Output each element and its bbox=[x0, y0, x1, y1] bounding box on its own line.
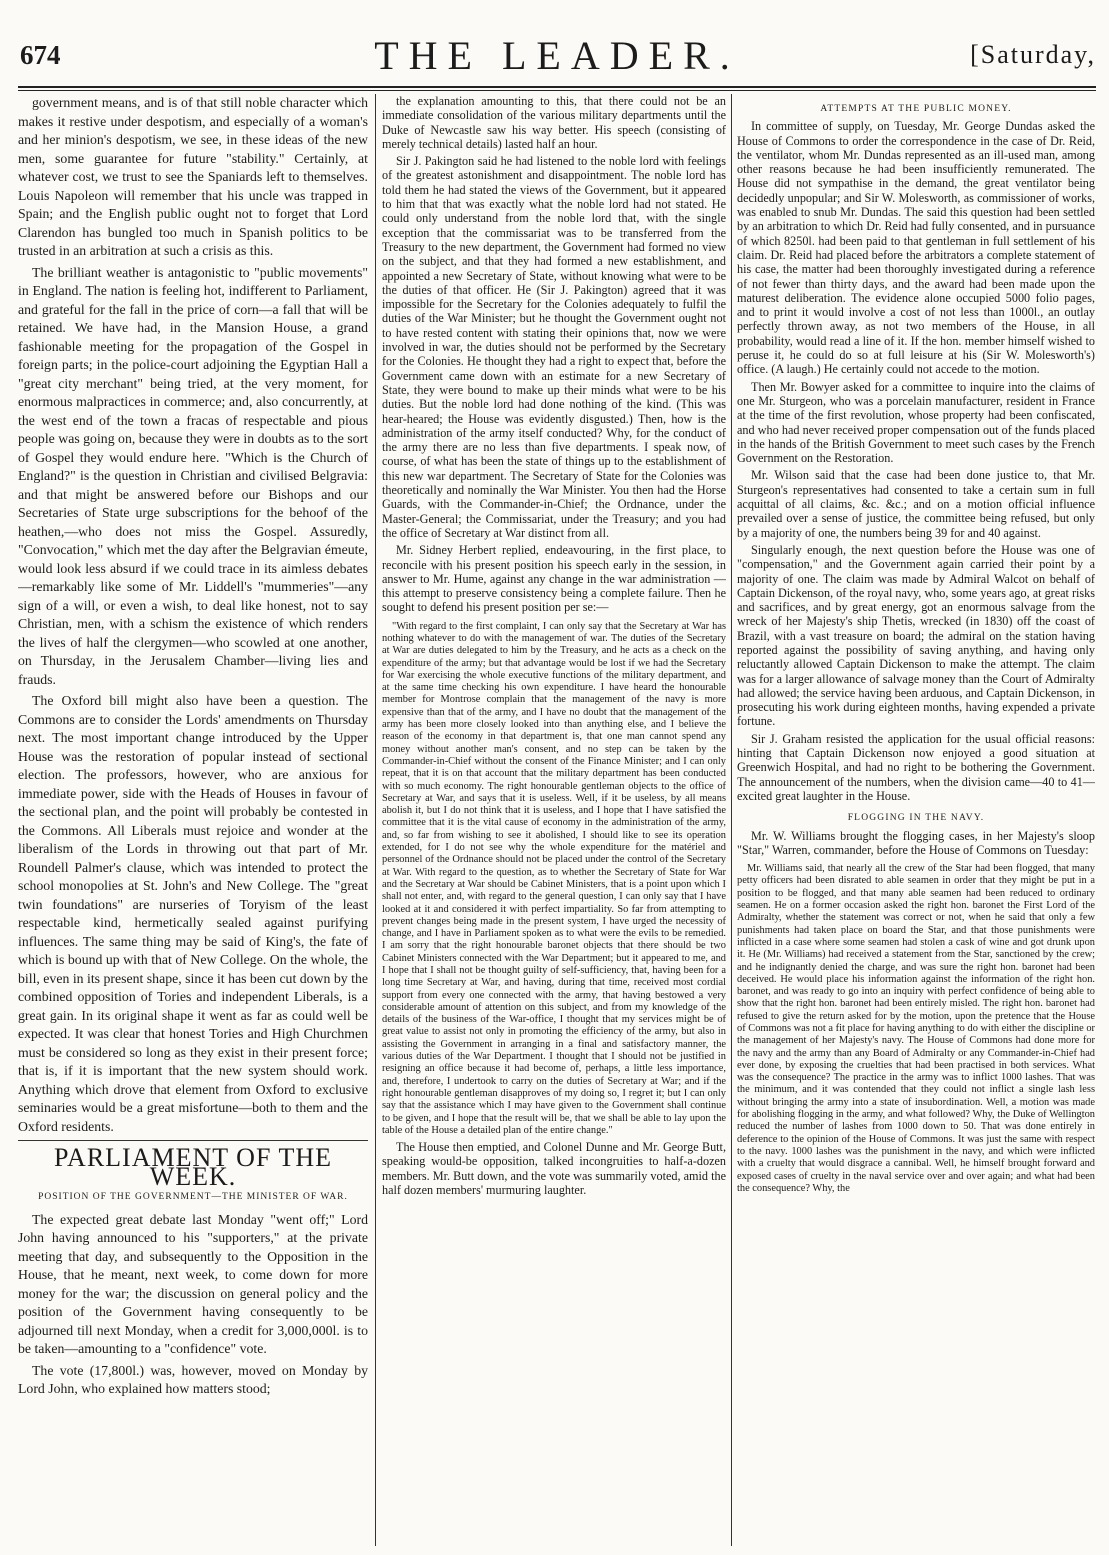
paragraph: Sir J. Pakington said he had listened to the noble lord with feelings of the greatest astonishment and disappointment. The noble lord has told them he had stated the views of the Government, but it appeared to him that that was exactly what the noble lord had not stated. He could only understand from the noble lord that, with the single exception that the commissariat was to be transferred from the Treasury to the new department, the Government had formed no view on the subject, and that they had formed a new establishment, and appointed a new Secretary of State, without knowing what were to be the duties of that officer. He (Sir J. Pakington) agreed that it was impossible for the Secretary for the Colonies adequately to fulfil the duties of the War Minister; but he thought the Government ought not to have rested content with stating their opinions that, now we were involved in war, the duties should not be performed by the Secretary for the Colonies. He thought they had a right to expect that, before the Government came down with an estimate for a new Secretary of State, they were bound to make up their minds what were to be his duties. But the noble lord had done nothing of the kind. (This was hear-heared; the House was evidently disgusted.) Then, how is the administration of the army itself conducted? Why, for the conduct of the army there are no less than five departments. I speak now, of course, of what has been the state of things up to the establishment of this new war department. The Secretary of State for the Colonies was theoretically and nominally the War Minister. You then had the Horse Guards, with the Commander-in-Chief; the Ordnance, under the Master-General; the Commissariat, under the Treasury; and you had the office of Secretary at War distinct from all. bbox=[382, 154, 726, 540]
paragraph: the explanation amounting to this, that there could not be an immediate consolidation of the various military departments until the Duke of Newcastle saw his way better. His speech (consisting of merely technical details) lasted half an hour. bbox=[382, 94, 726, 151]
column-divider bbox=[375, 94, 376, 1546]
paragraph: The House then emptied, and Colonel Dunne and Mr. George Butt, speaking would-be opposition, talked incongruities to half-a-dozen members. Mr. Butt down, and the vote was summarily voted, amid the half dozen members' murmuring laughter. bbox=[382, 1140, 726, 1198]
page-number: 674 bbox=[20, 40, 61, 70]
dateline: [Saturday, bbox=[970, 40, 1096, 69]
quoted-speech bbox=[382, 621, 726, 1137]
paragraph: Mr. Wilson said that the case had been done justice to, that Mr. Sturgeon's representatives had consented to take a certain sum in full acquittal of all claims, &c. &c.; and on a motion official influence prevailed over a sense of justice, the committee being refused, but only by a majority of one, the numbers being 39 for and 40 against. bbox=[737, 468, 1095, 540]
subsection-heading: ATTEMPTS AT THE PUBLIC MONEY. bbox=[820, 104, 1012, 114]
masthead-rule bbox=[18, 86, 1096, 88]
column-divider bbox=[731, 94, 732, 1546]
paragraph: Sir J. Graham resisted the application for the usual official reasons: hinting that Captain Dickenson now enjoyed a good situation at Greenwich Hospital, and had no right to be bothering the Government. The announcement of the numbers, when the division came—40 to 41—excited great laughter in the House. bbox=[737, 731, 1095, 803]
quote-paragraph: Mr. Williams said, that nearly all the crew of the Star had been flogged, that many petty officers had been disrated to able seamen in order that they might be put in a position to be flogged, and that many able seamen had been reduced to ordinary seamen. He on a former occasion asked the right hon. baronet the First Lord of the Admiralty, whether the statement was correct or not, when he said that only a few punishments had taken place on board the Star, and that those punishments were inflicted in a case where some seamen had stolen a cask of wine and got drunk upon it. He (Mr. Williams) had received a statement from the Star, sanctioned by the crew; and he indignantly denied the charge, and was sure the right hon. baronet had been deceived. He would place his information against the information of the right hon. baronet, and was ready to go into an inquiry with perfect confidence of being able to show that the right hon. baronet had been entirely misled. The right hon. baronet had refused to give the return asked for by the motion, upon the pretence that the House of Commons was not a fit place for having anything to do with either the discipline or the management of her Majesty's navy. The House of Commons had done more for the navy and the army than any Board of Admiralty or any Commander-in-Chief had ever done, by exposing the cruelties that had been practised in both services. What was the consequence? The practice in the army was to inflict 1000 lashes. That was the minimum, and it was contended that they could not inflict a single lash less without bringing the army into a state of insubordination. Well, a motion was made for abolishing flogging in the army, and what followed? Why, the Duke of Wellington reduced the number of lashes from 1000 down to 50. That was done entirely in deference to the opinion of the House of Commons. It was just the same with respect to the navy. 1000 lashes was the punishment in the navy, and which were inflicted with a cruelty that would disgrace a cannibal. Well, he himself brought forward and exposed cases of cruelty in the naval service over and over again; and what had been the consequence? Why, the bbox=[737, 863, 1095, 1194]
subsection-heading: FLOGGING IN THE NAVY. bbox=[847, 813, 985, 824]
paragraph: The expected great debate last Monday "went off;" Lord John having announced to his "supporters," at the private meeting that day, and subsequently to the Opposition in the House, that he meant, next week, to come down for more money for the war; the discussion on general policy and the position of the Government having consequently to be adjourned till next Monday, when a credit for 3,000,000l. is to be taken—amounting to a "confidence" vote. bbox=[18, 1211, 368, 1356]
masthead bbox=[18, 30, 1096, 80]
paragraph: Mr. Sidney Herbert replied, endeavouring, in the first place, to reconcile with his present position his speech early in the session, in answer to Mr. Hume, against any change in the war administration —this attempt to preserve consistency being a complete failure. Then he sought to defend his present position per se:— bbox=[382, 543, 726, 615]
quoted-speech bbox=[737, 863, 1095, 1195]
column-1 bbox=[18, 94, 368, 1546]
section-subheading: POSITION OF THE GOVERNMENT—THE MINISTER OF WAR. bbox=[38, 1192, 348, 1202]
newspaper-title: THE LEADER. bbox=[374, 33, 740, 78]
paragraph: In committee of supply, on Tuesday, Mr. George Dundas asked the House of Commons to order the correspondence in the case of Dr. Reid, the ventilator, whom Mr. Dundas represented as an ill-used man, among other reasons because he had been insufficiently remunerated. The House did not sympathise in the demand, the great ventilator being decidedly unpopular; and Sir W. Molesworth, as commissioner of works, was enabled to snub Mr. Dundas. The said this question had been settled by an arbitration to which Dr. Reid had fully consented, and in pursuance of which 8250l. had been paid to that gentleman in full settlement of his claim. Dr. Reid had placed before the arbitrators a complete statement of his case, the matter had been thoroughly investigated during a reference of not fewer than thirty days, and the award had been made upon the maturest deliberation. The evidence alone occupied 5000 folio pages, and to print it would involve a cost of not less than 1000l., an outlay perfectly thrown away, as not two members of the House, in all probability, would read a line of it. If the hon. member himself wished to peruse it, he could do so at full leisure at his (Sir W. Molesworth's) office. (A laugh.) He certainly could not accede to the motion. bbox=[737, 119, 1095, 377]
paragraph: government means, and is of that still noble character which makes it restive under despotism, and especially of a woman's and her minion's despotism, we see, in these ideas of the new men, some guarantee for future "stability." Certainly, at whatever cost, we trust to see the Spaniards left to themselves. Louis Napoleon will remember that his uncle was trapped in Spain; and the English public ought not to forget that Lord Clarendon has bungled too much in Spanish politics to be trusted in an arbitration at such a crisis as this. bbox=[18, 95, 368, 258]
paragraph: Then Mr. Bowyer asked for a committee to inquire into the claims of one Mr. Sturgeon, who was a porcelain manufacturer, resident in France at the time of the first revolution, whose property had been confiscated, and who had never received proper compensation out of the funds placed in the hands of the British Government to meet such cases by the French Government on the Restoration. bbox=[737, 379, 1095, 466]
paragraph: The Oxford bill might also have been a question. The Commons are to consider the Lords' amendments on Thursday next. The most important change introduced by the Upper House was the restoration of popular instead of sectional election. The professors, however, who are anxious for immediate power, side with the Heads of Houses in favour of the sectional plan, and the point will probably be contested in the Commons. All Liberals must rejoice and wonder at the liberalism of the Lords in throwing out that part of Mr. Roundell Palmer's clause, which was intended to protect the school monopolies at St. John's and New College. The "great twin foundations" are nurseries of Toryism of the least respectable kind, hermetically sealed against purifying influences. The same thing may be said of King's, the fate of which is bound up with that of New College. On the whole, the bill, even in its present shape, since it has been cut down by the combined opposition of Tories and independent Liberals, is a great gain. In its original shape it went as far as could well be expected. It was clear that honest Tories and High Churchmen must be considered so long as they exist in their present force; that is, if it is important that the new system should work. Anything which drove that element from Oxford to exclusive seminaries would be a great misfortune—both to them and the Oxford residents. bbox=[18, 693, 368, 1134]
paragraph: The vote (17,800l.) was, however, moved on Monday by Lord John, who explained how matters stood; bbox=[18, 1362, 368, 1396]
paragraph: Singularly enough, the next question before the House was one of "compensation," and the Government again carried their point by a majority of one. The claim was made by Admiral Walcot on behalf of Captain Dickenson, of the royal navy, who, some years ago, at great risks and sacrifices, and by great energy, got an enormous salvage from the wreck of her Majesty's ship Thetis, wrecked (in 1830) off the coast of Brazil, with a vast treasure on board; the admiral on the station having reported against the possibility of saving anything, and having only reluctantly allowed Captain Dickenson to make the attempt. The claim was for a larger allowance of salvage money than the Court of Admiralty had allowed; the service having been arduous, and Captain Dickenson, in prosecuting his work during eighteen months, having expended a private fortune. bbox=[737, 542, 1095, 729]
column-2 bbox=[382, 94, 726, 1546]
paragraph: Mr. W. Williams brought the flogging cases, in her Majesty's sloop "Star," Warren, commander, before the House of Commons on Tuesday: bbox=[737, 828, 1095, 857]
column-3 bbox=[737, 94, 1095, 1546]
quote-paragraph: "With regard to the first complaint, I can only say that the Secretary at War has nothing whatever to do with the management of war. The duties of the Secretary at War are duties delegated to him by the Treasury, and he acts as a check on the expenditure of the army; but that advantage would be lost if we had the Secretary for War exercising the whole executive functions of the military department, and at the same time checking his own expenditure. I have heard the honourable member for Montrose complain that the management of the navy is more expensive than that of the army, and I have no doubt that the management of the army has been more closely looked into than anything else, and I believe the reason of the economy in that department is, that one man cannot spend any money without another man's consent, and no step can be taken by the Commander-in-Chief without the consent of the Finance Minister; and I can only repeat, that it is on that account that the military department has been conducted with so much economy. The right honourable gentleman objects to the office of Secretary at War, and says that it is useless. Well, if it be useless, by all means abolish it, but I do not think that it is useless, and I hope that I have satisfied the committee that it is the vital cause of economy in the administration of the army, and, so far from wishing to see it abolished, I should like to see its operation extended, for I do not see why the whole expenditure for the matériel and personnel of the Ordnance should not be placed under the control of the Secretary at War. With regard to the question, as to whether the Secretary of State for War and the Secretary at War should be Cabinet Ministers, that is a point upon which I shall not enter, and, with regard to the general question, I can only say that I have looked at it and considered it with perfect impartiality. So far from attempting to prevent changes being made in the present system, I have urged the necessity of change, and I have in Parliament spoken as to what were the evils to be remedied. I am sorry that the right honourable baronet objects that there should be two Cabinet Ministers connected with the War Department; but it appeared to me, and I hope that I shall not be thought guilty of self-sufficiency, that, having been for a long time Secretary at War, and having, during that time, received most cordial support from every one connected with the army, that having bestowed a very considerable amount of attention on this subject, and from my knowledge of the details of the business of the War-office, I thought that my services might be of great value to assist not only in promoting the efficiency of the army, but also in assisting the Government in arranging in a final and satisfactory manner, the various duties of the War Department. I thought that I should not be justified in resigning an office because it had become of, perhaps, a little less importance, and, therefore, I undertook to carry on the duties of Secretary at War; and if the right honourable gentleman disapproves of my doing so, I regret it; but I can only say that the assistance which I may have given to the Government shall continue to be given, and I hope that the result will be, that we shall be able to lay upon the table of the House a detailed plan of the entire change." bbox=[382, 620, 726, 1136]
paragraph: The brilliant weather is antagonistic to "public movements" in England. The nation is feeling hot, indifferent to Parliament, and grateful for the fall in the price of corn—a fall that will be retained. We have had, in the Mansion House, a grand fashionable meeting for the propagation of the Gospel in foreign parts; in the police-court adjoining the Egyptian Hall a "great city merchant" being tried, at the very moment, for enormous malpractices in commerce; and, also concurrently, at the west end of the town a fracas of respectable and pious people was going on, because they were in doubts as to the sort of Gospel they would endure here. "Which is the Church of England?" is the question in Christian and civilised Belgravia: and that might be answered before our Bishops and our Secretaries of State urge subscriptions for the behoof of the heathen,—who does not miss the Gospel. Assuredly, "Convocation," which met the day after the Belgravian émeute, would look less absurd if we could trace in its aimless debates—remarkably like some of Mr. Liddell's "mummeries"—any sign of a will, or even a wish, to deal like honest, not to say Christian, men, with a schism the existence of which renders the lives of half the clergymen—who scowled at one another, on Thursday, in the Jerusalem Chamber—living lies and frauds. bbox=[18, 264, 368, 687]
masthead-rule-thin bbox=[18, 90, 1096, 91]
section-heading: PARLIAMENT OF THE WEEK. bbox=[18, 1140, 368, 1186]
